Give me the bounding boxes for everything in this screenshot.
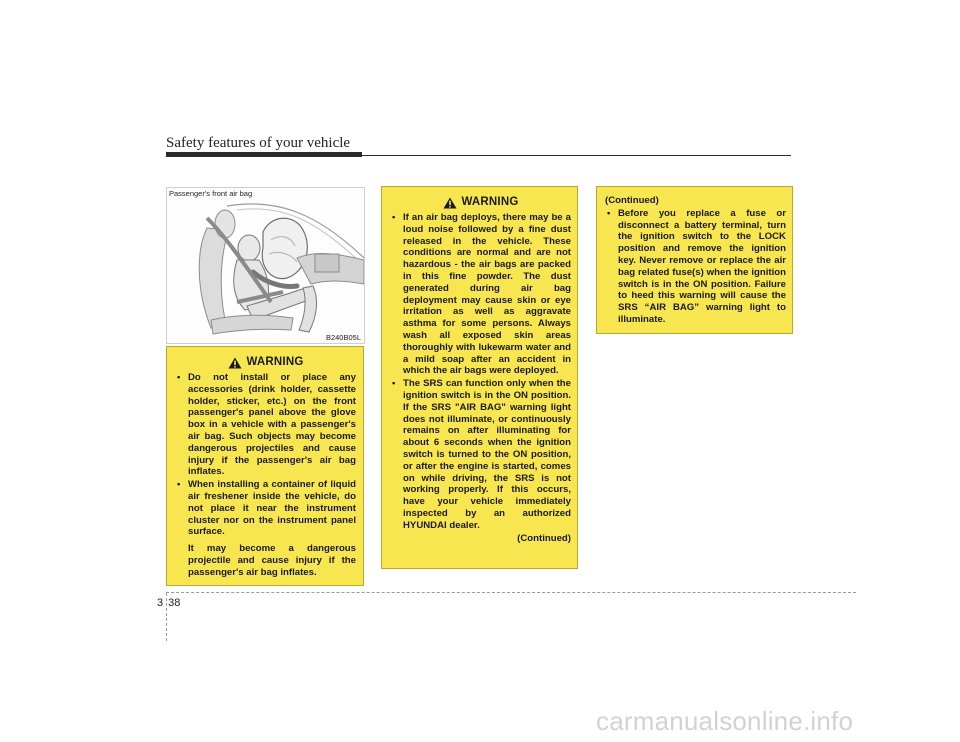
figure-caption: Passenger's front air bag <box>169 189 253 198</box>
warning-panel-fuse <box>596 186 793 334</box>
warning-extra-paragraph: It may become a dangerous projectile and cause injury if the passenger's air bag inflates. <box>188 543 356 578</box>
section-title: Safety features of your vehicle <box>166 135 351 151</box>
warning-triangle-icon <box>228 357 242 369</box>
watermark: carmanualsonline.info <box>596 706 854 736</box>
warning-panel-deployment <box>381 186 578 569</box>
title-rule-thin <box>362 155 791 156</box>
page-number-value: 38 <box>168 597 181 609</box>
warning-item: • If an air bag deploys, there may be a loud noise followed by a fine dust released in the vehicle. These conditions are normal and are not hazardous - the air bags are packed in this fine powder. The dust generated during air bag deployment may cause skin or eye irritation as well as aggravate asthma for some persons. Always wash all exposed skin areas thoroughly with lukewarm water and a mild soap after an accident in which the air bags were deployed. <box>390 212 571 377</box>
warning-heading <box>390 197 571 209</box>
airbag-illustration <box>166 187 365 344</box>
continued-label: (Continued) <box>517 532 571 544</box>
warning-heading-text: WARNING <box>246 356 304 369</box>
warning-heading-text: WARNING <box>461 196 519 209</box>
figure-code: B240B05L <box>325 333 361 342</box>
airbag-drawing <box>167 188 364 343</box>
footer-rule <box>166 592 856 593</box>
continued-label: (Continued) <box>605 195 659 206</box>
warning-triangle-icon <box>443 197 457 209</box>
page-number <box>157 597 180 609</box>
chapter-number: 3 <box>157 597 164 609</box>
warning-item: • The SRS can function only when the ignition switch is in the ON position. If the SRS "AIR BAG" warning light does not illuminate, or continuously remains on after illuminating for about 6 seconds when the ignition switch is turned to the ON position, or after the engine is started, comes on while driving, the SRS is not working properly. If this occurs, have your vehicle immediately inspected by an authorized HYUNDAI dealer. <box>390 378 571 531</box>
title-rule-thick <box>166 152 362 157</box>
warning-item: • When installing a container of liquid air freshener inside the vehicle, do not place it near the instrument cluster nor on the instrument panel surface. <box>175 479 356 538</box>
warning-item: • Do not install or place any accessories (drink holder, cassette holder, sticker, etc.) on the front passenger's panel above the glove box in a vehicle with a passenger's air bag. Such objects may become dangerous projectiles and cause injury if the passenger's air bag inflates. <box>175 372 356 478</box>
warning-item: • Before you replace a fuse or disconnect a battery terminal, turn the ignition switch to the LOCK position and remove the ignition key. Never remove or replace the air bag related fuse(s) when the ignition switch is in the ON position. Failure to heed this warning will cause the SRS “AIR BAG” warning light to illuminate. <box>605 208 786 326</box>
warning-panel-accessories <box>166 346 364 586</box>
warning-heading <box>175 357 356 369</box>
